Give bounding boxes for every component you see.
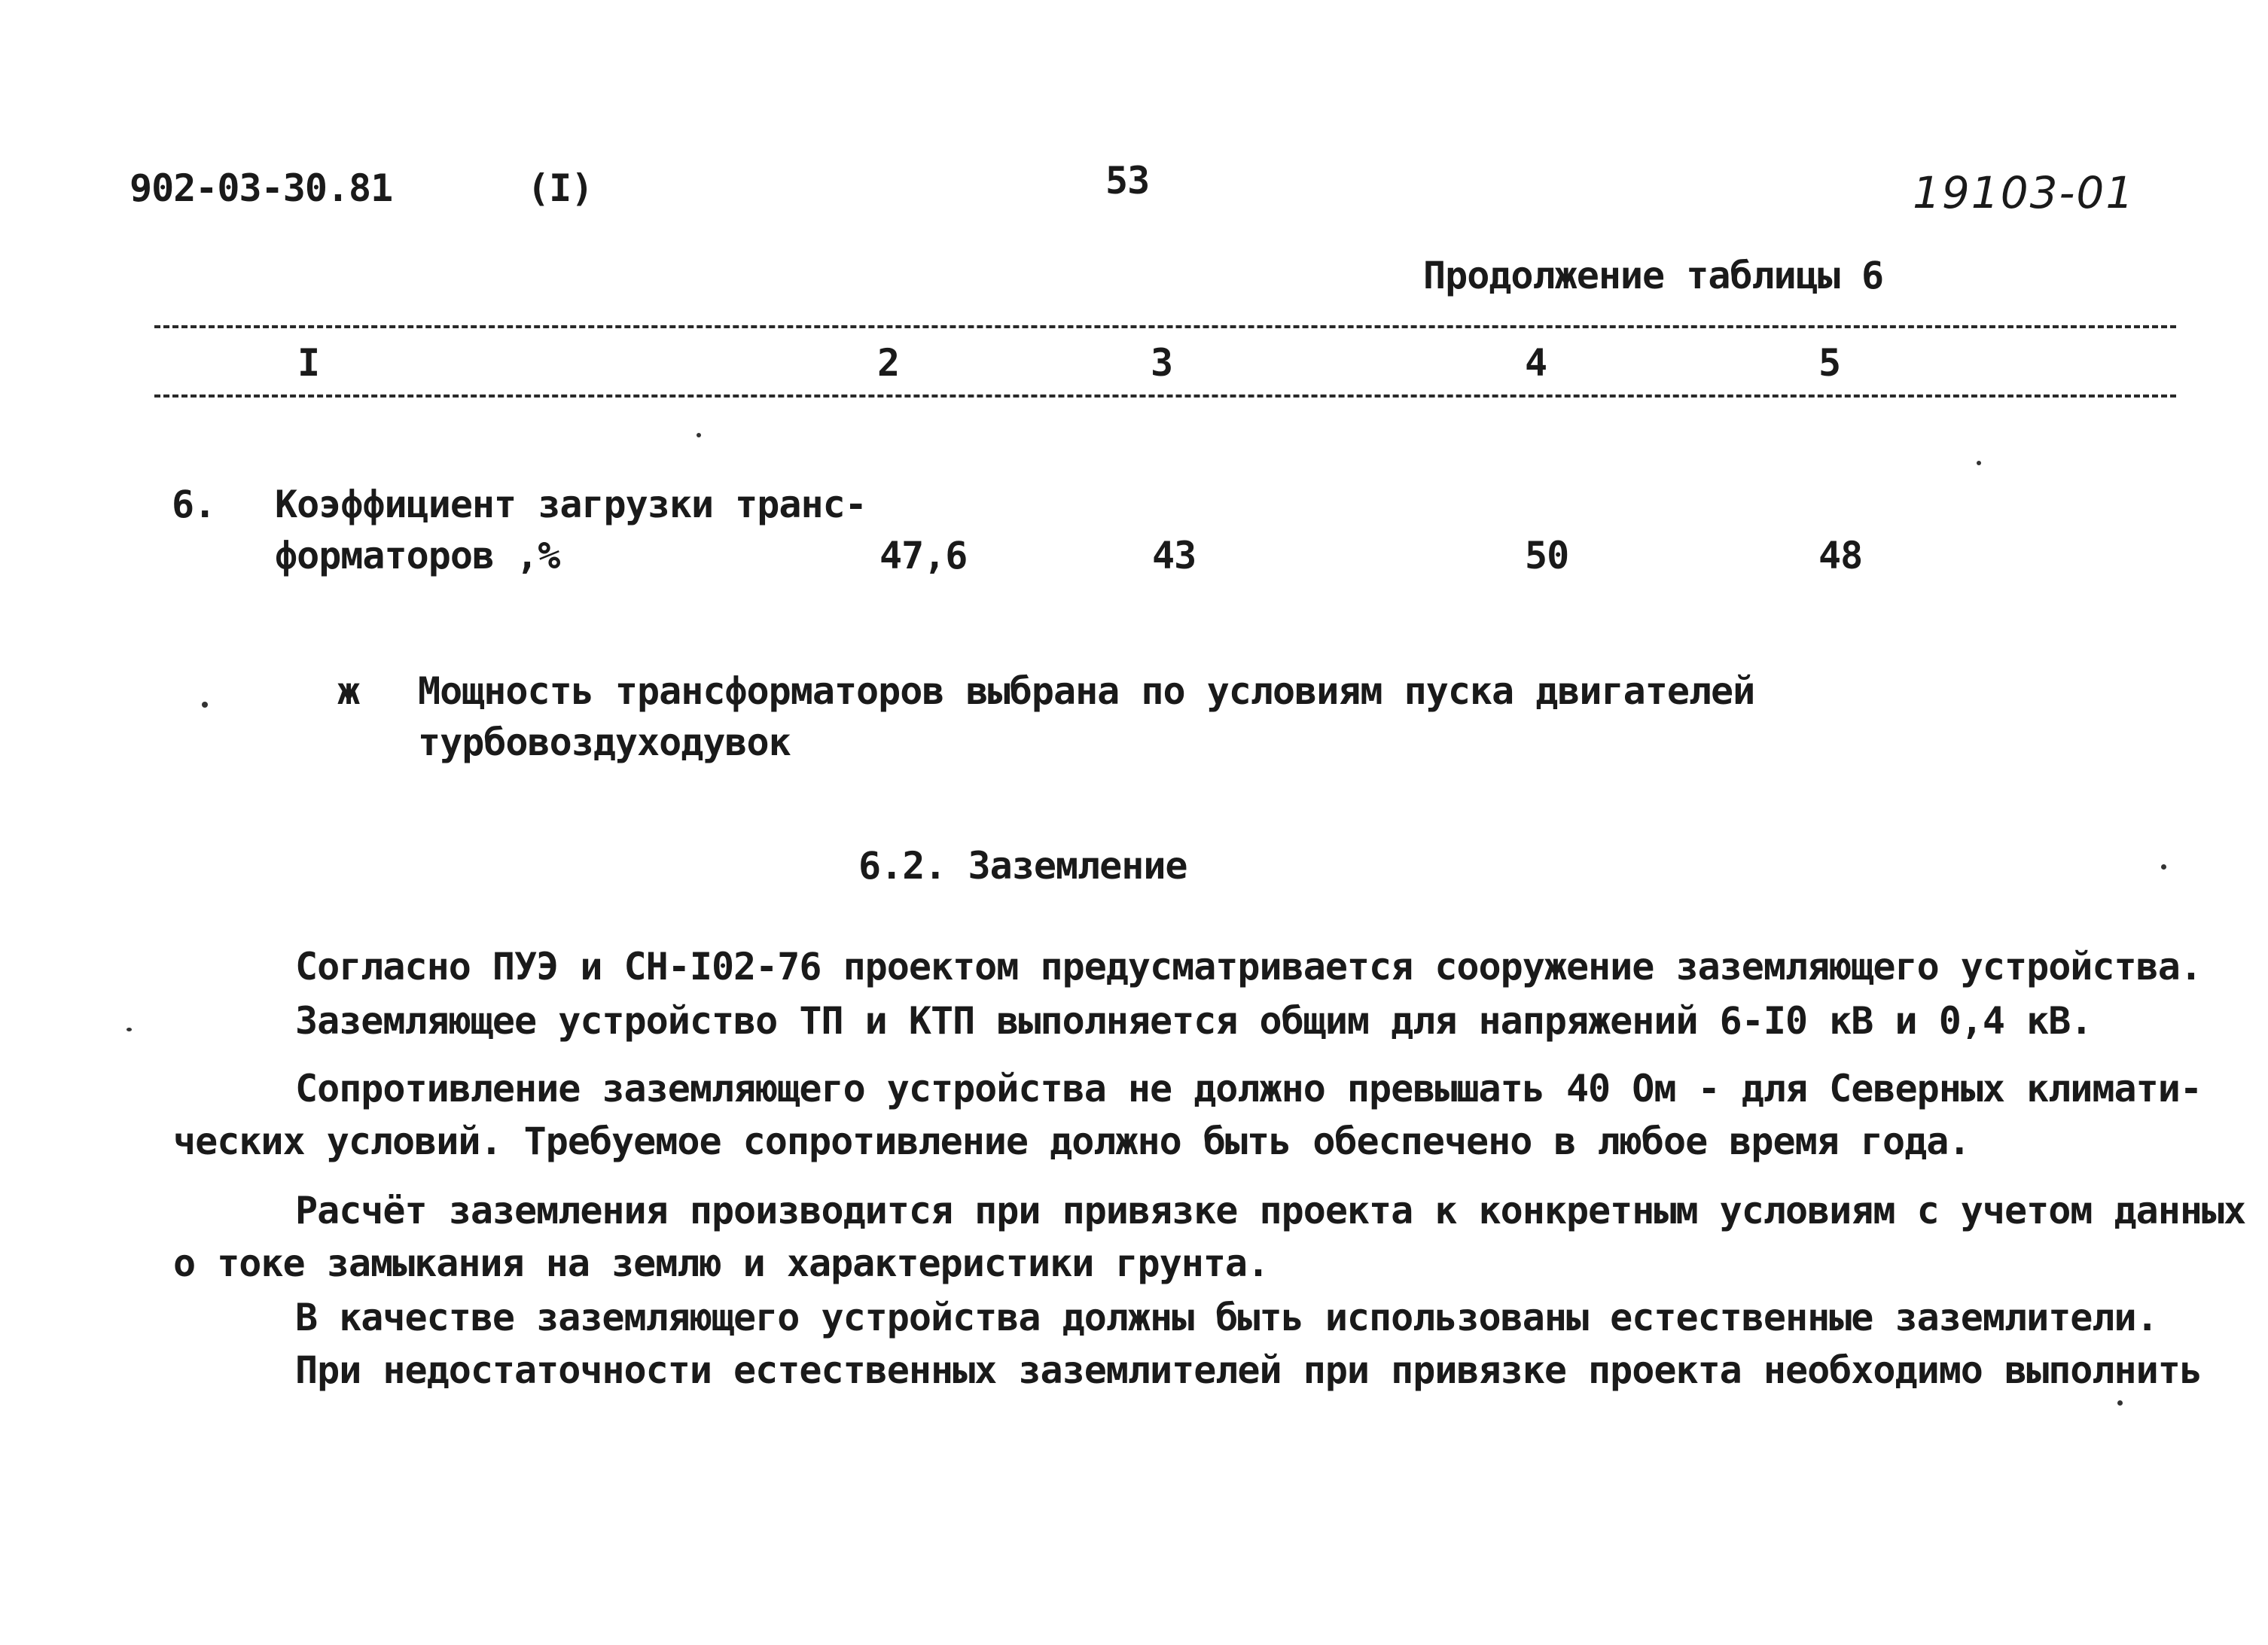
column-header-1: I [297, 341, 320, 385]
column-header-2: 2 [877, 341, 900, 385]
footnote-line2: турбовоздуходувок [418, 720, 791, 764]
scan-speck [697, 433, 701, 437]
scan-speck [2117, 1400, 2123, 1406]
column-header-3: 3 [1151, 341, 1173, 385]
table-cell-col2: 47,6 [879, 534, 968, 577]
table-cell-col5: 48 [1818, 534, 1863, 577]
paragraph-line: При недостаточности естественных заземлителей при привязке проекта необходимо выполнить [295, 1348, 2202, 1392]
scan-speck [202, 702, 208, 708]
paragraph-line: Расчёт заземления производится при привязке проекта к конкретным условиям с учетом данных [295, 1189, 2246, 1232]
document-code: 902-03-30.81 [130, 166, 393, 210]
table-row-label-line2: форматоров ,% [275, 534, 560, 577]
scan-speck [2161, 864, 2166, 870]
table-header-rule [154, 394, 2176, 398]
table-continuation-title: Продолжение таблицы 6 [1423, 254, 1884, 297]
footnote-line1: Мощность трансформаторов выбрана по условиям пуска двигателей [418, 669, 1755, 713]
scan-speck [1977, 461, 1981, 465]
paragraph-line: Сопротивление заземляющего устройства не должно превышать 40 Ом - для Северных климати- [295, 1067, 2202, 1110]
paragraph-line: Заземляющее устройство ТП и КТП выполняется общим для напряжений 6-I0 кВ и 0,4 кВ. [295, 999, 2093, 1043]
table-cell-col3: 43 [1152, 534, 1196, 577]
archive-number: 19103-01 [1913, 167, 2135, 218]
footnote-mark: ж [337, 669, 360, 713]
column-header-4: 4 [1525, 341, 1547, 385]
section-title: 6.2. Заземление [858, 844, 1187, 888]
paragraph-line: о токе замыкания на землю и характеристики грунта. [173, 1241, 1270, 1285]
table-row-number: 6. [172, 483, 216, 526]
page-number: 53 [1105, 159, 1150, 203]
part-number: (I) [527, 166, 593, 210]
paragraph-line: ческих условий. Требуемое сопротивление должно быть обеспечено в любое время года. [173, 1120, 1971, 1163]
table-top-rule [154, 325, 2176, 328]
paragraph-line: В качестве заземляющего устройства должны быть использованы естественные заземлители. [295, 1296, 2158, 1339]
table-row-label-line1: Коэффициент загрузки транс- [275, 483, 867, 526]
table-cell-col4: 50 [1525, 534, 1569, 577]
paragraph-line: Согласно ПУЭ и СН-I02-76 проектом предусматривается сооружение заземляющего устройства. [295, 945, 2202, 989]
scan-speck [127, 1028, 132, 1031]
column-header-5: 5 [1818, 341, 1841, 385]
